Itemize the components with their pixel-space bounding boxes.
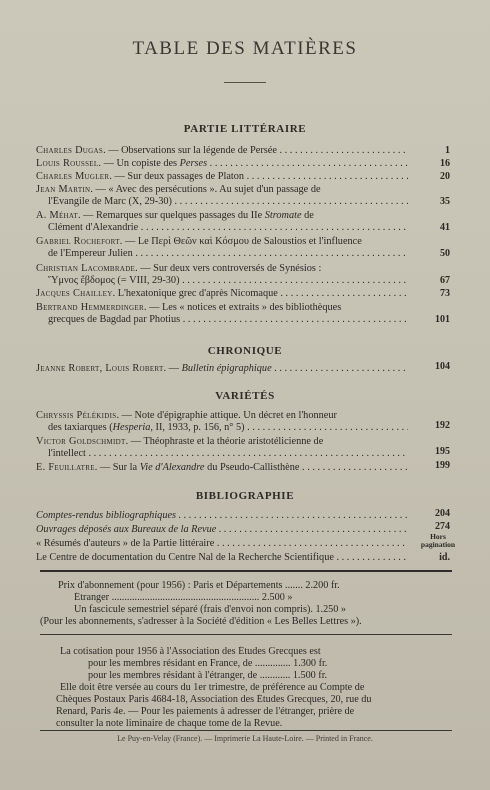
entry-page: Hors pagination [420,532,456,549]
toc-entry-continuation: grecques de Bagdad par Photius . . . [48,314,408,326]
subscription-line: Prix d'abonnement (pour 1956) : Paris et Départements ....... 2.200 fr. [58,580,340,591]
entry-title: des taxiarques ( [48,422,113,433]
toc-entry: Le Centre de documentation du Centre Nal de la Recherche Scientifique . . . [36,552,408,564]
entry-page: 35 [440,196,450,207]
membership-line: Elle doit être versée au cours du 1er trimestre, de préférence au Compte de [60,682,365,693]
entry-title-italic: Perses [179,158,208,169]
entry-title-italic: Stromate [264,210,302,221]
footer-divider [40,730,452,731]
subscription-line: Un fascicule semestriel séparé (frais d'envoi non compris). 1.250 » [74,604,347,615]
entry-title: . — Un copiste des [98,158,180,169]
toc-entry [36,462,408,474]
entry-page: 274 [435,521,450,532]
entry-author: Jean Martin [36,184,91,195]
entry-title-italic: Hesperia [112,422,151,433]
entry-page: 101 [435,314,450,325]
entry-separator: . — [163,363,182,374]
entry-title: . L'hexatonique grec d'après Nicomaque [112,288,278,299]
entry-author: Jacques Chailley [36,288,113,299]
membership-line: pour les membres résidant à l'étranger, de ............ 1.500 fr. [88,670,328,681]
entry-author: A. Méhat [36,210,79,221]
toc-entry: Comptes-rendus bibliographiques . . . [36,510,408,522]
section-heading-varietes: VARIÉTÉS [215,390,275,402]
subscription-line: (Pour les abonnements, s'adresser à la Société d'édition « Les Belles Lettres »). [40,616,362,627]
toc-entry-continuation: l'intellect . . . [48,448,408,460]
entry-page: 50 [440,248,450,259]
toc-entry-continuation: de l'Empereur Julien . . . [48,248,408,260]
entry-page: 204 [435,508,450,519]
entry-author: Gabriel Rochefort [36,236,120,247]
entry-author: Jeanne Robert, Louis Robert [36,363,164,374]
entry-title: . — Sur deux vers controversés de Synésios : [135,263,322,274]
toc-entry [36,410,446,422]
toc-entry [36,171,408,183]
toc-entry [36,288,408,300]
toc-entry [36,158,408,170]
entry-title: . — Remarques sur quelques passages du IIe [78,210,265,221]
toc-entry [36,363,408,375]
entry-author: E. Feuillatre [36,462,95,473]
toc-entry [36,236,446,248]
toc-entry [36,302,446,314]
membership-line: La cotisation pour 1956 à l'Association des Études Grecques est [60,646,321,657]
membership-line: Renard, Paris 4e. — Pour les paiements à adresser de l'étranger, prière de [56,706,355,717]
entry-author: Charles Mugler [36,171,110,182]
entry-title: . — Sur la [94,462,140,473]
entry-title: . — Théophraste et la théorie aristotélicienne de [125,436,324,447]
membership-line: pour les membres résidant en France, de .............. 1.300 fr. [88,658,328,669]
toc-entry [36,436,446,448]
toc-entry: « Résumés d'auteurs » de la Partie littéraire . . . [36,538,408,550]
entry-author: Bertrand Hemmerdinger [36,302,144,313]
toc-entry [36,210,446,222]
membership-line: Chèques Postaux Paris 4684-18, Association des Études Grecques, 20, rue du [56,694,372,705]
entry-title-italic: Bulletin épigraphique [181,363,272,374]
entry-title: . — Sur deux passages de Platon [109,171,245,182]
entry-title: de [301,210,314,221]
entry-page: 73 [440,288,450,299]
title-rule [224,82,266,83]
subscription-line: Étranger .......................................................... 2.500 » [74,592,293,603]
entry-page: 41 [440,222,450,233]
entry-page: id. [439,552,450,563]
entry-author: Christian Lacombrade [36,263,136,274]
section-heading-chronique: CHRONIQUE [207,345,283,357]
toc-entry-continuation: Clément d'Alexandrie . . . [48,222,408,234]
entry-author: Chryssis Pélékidis [36,410,117,421]
entry-page: 104 [435,361,450,372]
entry-page: 199 [435,460,450,471]
membership-line: consulter la note liminaire de chaque tome de la Revue. [56,718,283,729]
entry-title: du Pseudo-Callisthène [204,462,300,473]
toc-entry-continuation [48,422,408,434]
toc-entry [36,145,408,157]
entry-title: , II, 1933, p. 156, n° 5) [150,422,245,433]
entry-author: Victor Goldschmidt [36,436,126,447]
section-divider [40,570,452,572]
section-divider [40,634,452,635]
entry-page: 67 [440,275,450,286]
toc-entry [36,184,446,196]
toc-entry-continuation: l'Évangile de Marc (X, 29-30) . . . [48,196,408,208]
printer-footer: Le Puy-en-Velay (France). — Imprimerie La Haute-Loire. — Printed in France. [117,734,373,743]
entry-author: Louis Roussel [36,158,99,169]
entry-page: 1 [445,145,450,156]
entry-title-italic: Vie d'Alexandre [139,462,205,473]
entry-author: Charles Dugas [36,145,104,156]
page-title: TABLE DES MATIÈRES [132,38,358,59]
toc-entry: Ouvrages déposés aux Bureaux de la Revue . . . [36,524,408,536]
entry-page: 192 [435,420,450,431]
entry-page: 195 [435,446,450,457]
section-heading-partie-litteraire: PARTIE LITTÉRAIRE [183,123,307,135]
entry-page: 16 [440,158,450,169]
entry-title: . — Les « notices et extraits » des bibliothèques [143,302,342,313]
entry-title: . — « Avec des persécutions ». Au sujet d'un passage de [90,184,321,195]
section-heading-bibliographie: BIBLIOGRAPHIE [195,490,295,502]
entry-title: . — Le Περὶ Θεῶν καὶ Κόσμου de Saloustios et l'influence [119,236,362,247]
entry-page: 20 [440,171,450,182]
toc-entry-continuation: Ὕμνος ἕβδομος (= VIII, 29-30) . . . [48,275,408,287]
toc-entry [36,263,446,275]
entry-title: . — Observations sur la légende de Persée [103,145,277,156]
entry-title: . — Note d'épigraphie attique. Un décret en l'honneur [116,410,337,421]
